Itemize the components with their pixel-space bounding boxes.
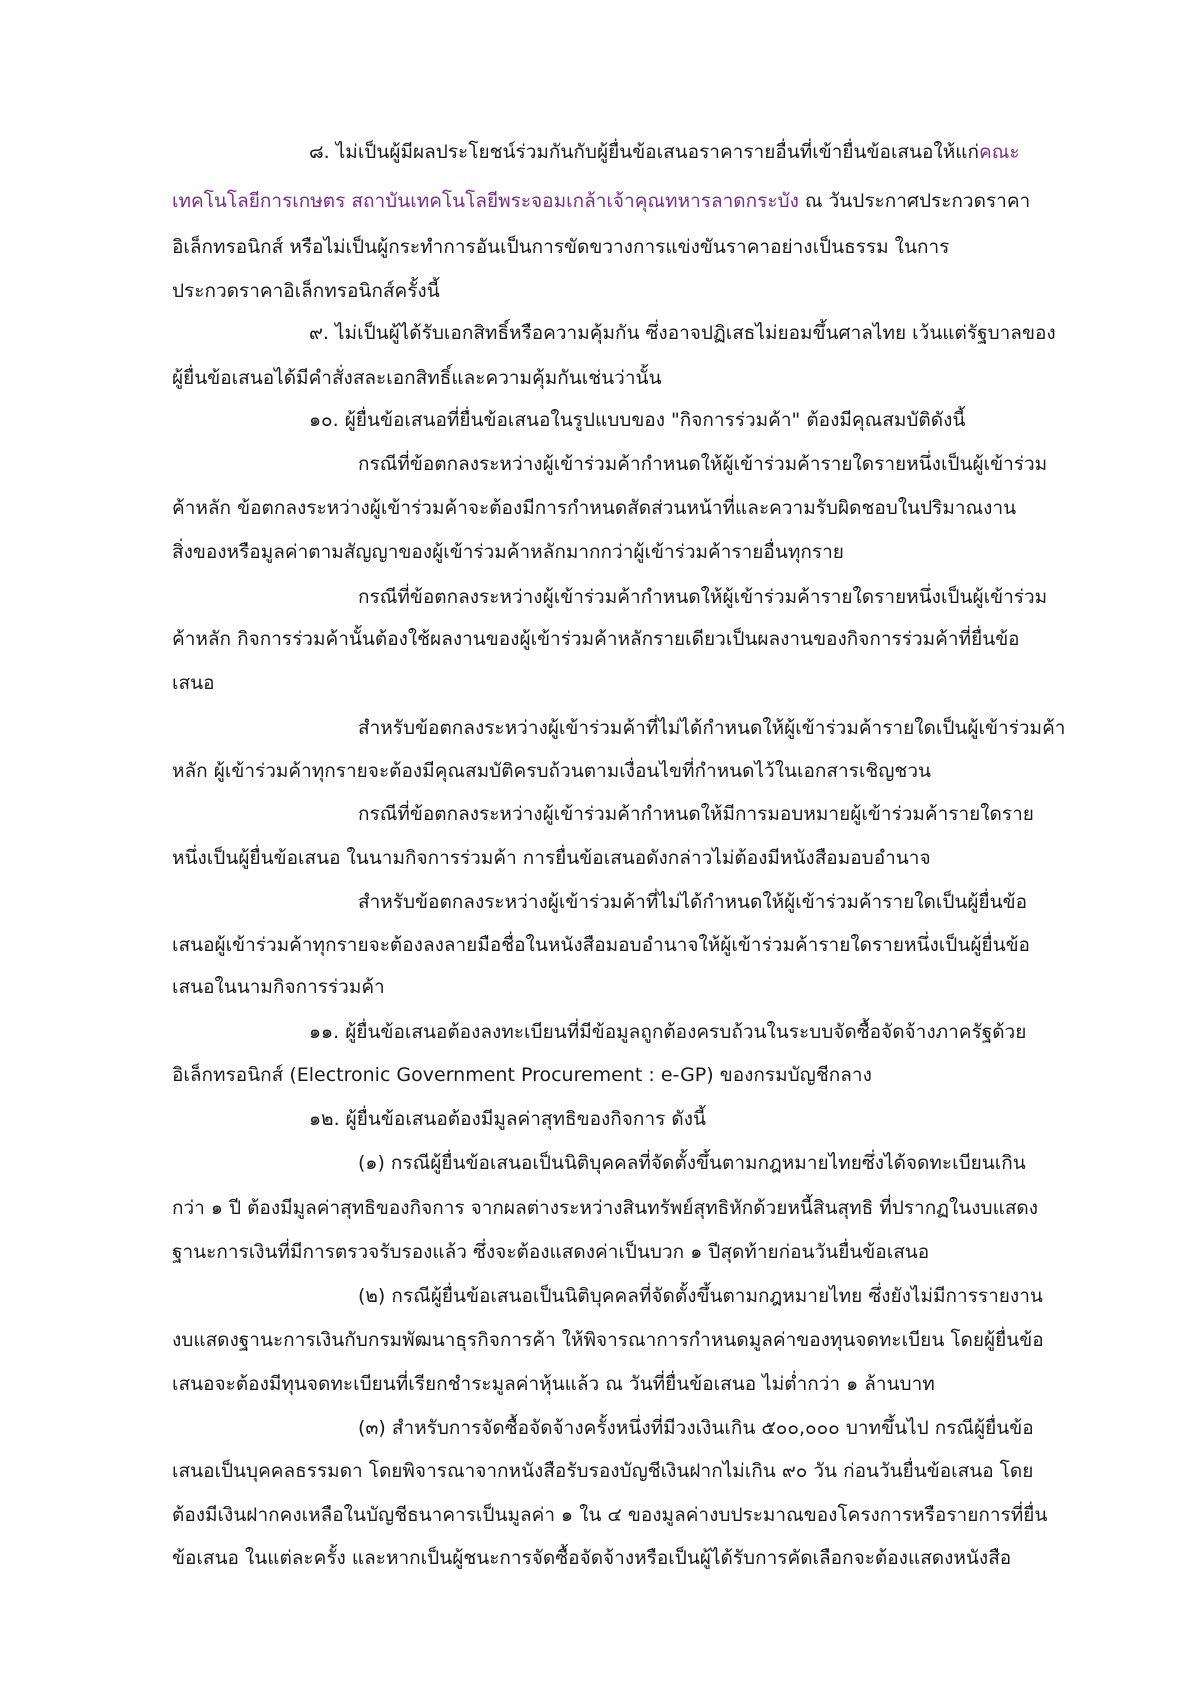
paragraph-line: อิเล็กทรอนิกส์ หรือไม่เป็นผู้กระทำการอันเป็นการขัดขวางการแข่งขันราคาอย่างเป็นธรรม ในการ (172, 236, 950, 258)
paragraph-line: (๓) สำหรับการจัดซื้อจัดจ้างครั้งหนึ่งที่มีวงเงินเกิน ๕๐๐,๐๐๐ บาทขึ้นไป กรณีผู้ยื่นข้อ (358, 1417, 1034, 1439)
paragraph-line: ๑๐. ผู้ยื่นข้อเสนอที่ยื่นข้อเสนอในรูปแบบของ "กิจการร่วมค้า" ต้องมีคุณสมบัติดังนี้ (309, 409, 966, 431)
paragraph-line: หลัก ผู้เข้าร่วมค้าทุกรายจะต้องมีคุณสมบัติครบถ้วนตามเงื่อนไขที่กำหนดไว้ในเอกสารเชิญชวน (172, 760, 931, 782)
paragraph-line: ค้าหลัก กิจการร่วมค้านั้นต้องใช้ผลงานของผู้เข้าร่วมค้าหลักรายเดียวเป็นผลงานของกิจการร่วมค้าที่ยื่นข้อ (172, 628, 1020, 650)
paragraph-line: กรณีที่ข้อตกลงระหว่างผู้เข้าร่วมค้ากำหนดให้ผู้เข้าร่วมค้ารายใดรายหนึ่งเป็นผู้เข้าร่วม (358, 586, 1048, 608)
paragraph-line: เทคโนโลยีการเกษตร สถาบันเทคโนโลยีพระจอมเกล้าเจ้าคุณทหารลาดกระบัง ณ วันประกาศประกวดราคา (172, 190, 1031, 212)
paragraph-line: ๘. ไม่เป็นผู้มีผลประโยชน์ร่วมกันกับผู้ยื่นข้อเสนอราคารายอื่นที่เข้ายื่นข้อเสนอให้แก่คณะ (309, 141, 1020, 163)
paragraph-line: ๑๑. ผู้ยื่นข้อเสนอต้องลงทะเบียนที่มีข้อมูลถูกต้องครบถ้วนในระบบจัดซื้อจัดจ้างภาครัฐด้วย (309, 1021, 1027, 1043)
paragraph-line: ผู้ยื่นข้อเสนอได้มีคำสั่งสละเอกสิทธิ์และความคุ้มกันเช่นว่านั้น (172, 367, 662, 389)
paragraph-line: สิ่งของหรือมูลค่าตามสัญญาของผู้เข้าร่วมค้าหลักมากกว่าผู้เข้าร่วมค้ารายอื่นทุกราย (172, 541, 844, 563)
paragraph-line: (๒) กรณีผู้ยื่นข้อเสนอเป็นนิติบุคคลที่จัดตั้งขึ้นตามกฎหมายไทย ซึ่งยังไม่มีการรายงาน (358, 1285, 1043, 1307)
paragraph-line: หนึ่งเป็นผู้ยื่นข้อเสนอ ในนามกิจการร่วมค้า การยื่นข้อเสนอดังกล่าวไม่ต้องมีหนังสือมอบอำนาจ (172, 847, 931, 869)
paragraph-line: (๑) กรณีผู้ยื่นข้อเสนอเป็นนิติบุคคลที่จัดตั้งขึ้นตามกฎหมายไทยซึ่งได้จดทะเบียนเกิน (358, 1152, 1026, 1174)
paragraph-line: งบแสดงฐานะการเงินกับกรมพัฒนาธุรกิจการค้า ให้พิจารณาการกำหนดมูลค่าของทุนจดทะเบียน โดยผู้ยื่นข้อ (172, 1329, 1044, 1351)
paragraph-line: กรณีที่ข้อตกลงระหว่างผู้เข้าร่วมค้ากำหนดให้ผู้เข้าร่วมค้ารายใดรายหนึ่งเป็นผู้เข้าร่วม (358, 453, 1048, 475)
paragraph-line: ค้าหลัก ข้อตกลงระหว่างผู้เข้าร่วมค้าจะต้องมีการกำหนดสัดส่วนหน้าที่และความรับผิดชอบในปริมาณงาน (172, 497, 1017, 519)
paragraph-line: ฐานะการเงินที่มีการตรวจรับรองแล้ว ซึ่งจะต้องแสดงค่าเป็นบวก ๑ ปีสุดท้ายก่อนวันยื่นข้อเสนอ (172, 1241, 930, 1263)
paragraph-line: กว่า ๑ ปี ต้องมีมูลค่าสุทธิของกิจการ จากผลต่างระหว่างสินทรัพย์สุทธิหักด้วยหนี้สินสุทธิ ที่ปรากฏในงบแสดง (172, 1197, 1039, 1219)
paragraph-line: ข้อเสนอ ในแต่ละครั้ง และหากเป็นผู้ชนะการจัดซื้อจัดจ้างหรือเป็นผู้ได้รับการคัดเลือกจะต้องแสดงหนังสือ (172, 1547, 1012, 1569)
paragraph-line: อิเล็กทรอนิกส์ (Electronic Government Procurement : e-GP) ของกรมบัญชีกลาง (172, 1064, 872, 1086)
paragraph-line: เสนอผู้เข้าร่วมค้าทุกรายจะต้องลงลายมือชื่อในหนังสือมอบอำนาจให้ผู้เข้าร่วมค้ารายใดรายหนึ่งเป็นผู้ยื่นข้อ (172, 934, 1030, 956)
paragraph-line: กรณีที่ข้อตกลงระหว่างผู้เข้าร่วมค้ากำหนดให้มีการมอบหมายผู้เข้าร่วมค้ารายใดราย (358, 803, 1034, 825)
paragraph-line: เสนอจะต้องมีทุนจดทะเบียนที่เรียกชำระมูลค่าหุ้นแล้ว ณ วันที่ยื่นข้อเสนอ ไม่ต่ำกว่า ๑ ล้านบาท (172, 1373, 935, 1395)
paragraph-line: เสนอเป็นบุคคลธรรมดา โดยพิจารณาจากหนังสือรับรองบัญชีเงินฝากไม่เกิน ๙๐ วัน ก่อนวันยื่นข้อเสนอ โดย (172, 1460, 1034, 1482)
paragraph-line: เสนอในนามกิจการร่วมค้า (172, 976, 385, 998)
paragraph-line: สำหรับข้อตกลงระหว่างผู้เข้าร่วมค้าที่ไม่ได้กำหนดให้ผู้เข้าร่วมค้ารายใดเป็นผู้เข้าร่วมค้า (358, 717, 1066, 739)
paragraph-line: ประกวดราคาอิเล็กทรอนิกส์ครั้งนี้ (172, 280, 440, 302)
paragraph-line: ๙. ไม่เป็นผู้ได้รับเอกสิทธิ์หรือความคุ้มกัน ซึ่งอาจปฏิเสธไม่ยอมขึ้นศาลไทย เว้นแต่รัฐบาลของ (309, 322, 1056, 344)
paragraph-line: สำหรับข้อตกลงระหว่างผู้เข้าร่วมค้าที่ไม่ได้กำหนดให้ผู้เข้าร่วมค้ารายใดเป็นผู้ยื่นข้อ (358, 891, 1028, 913)
paragraph-line: ๑๒. ผู้ยื่นข้อเสนอต้องมีมูลค่าสุทธิของกิจการ ดังนี้ (309, 1108, 706, 1130)
paragraph-line: ต้องมีเงินฝากคงเหลือในบัญชีธนาคารเป็นมูลค่า ๑ ใน ๔ ของมูลค่างบประมาณของโครงการหรือรายการที่ยื่น (172, 1504, 1048, 1526)
paragraph-line: เสนอ (172, 672, 215, 694)
